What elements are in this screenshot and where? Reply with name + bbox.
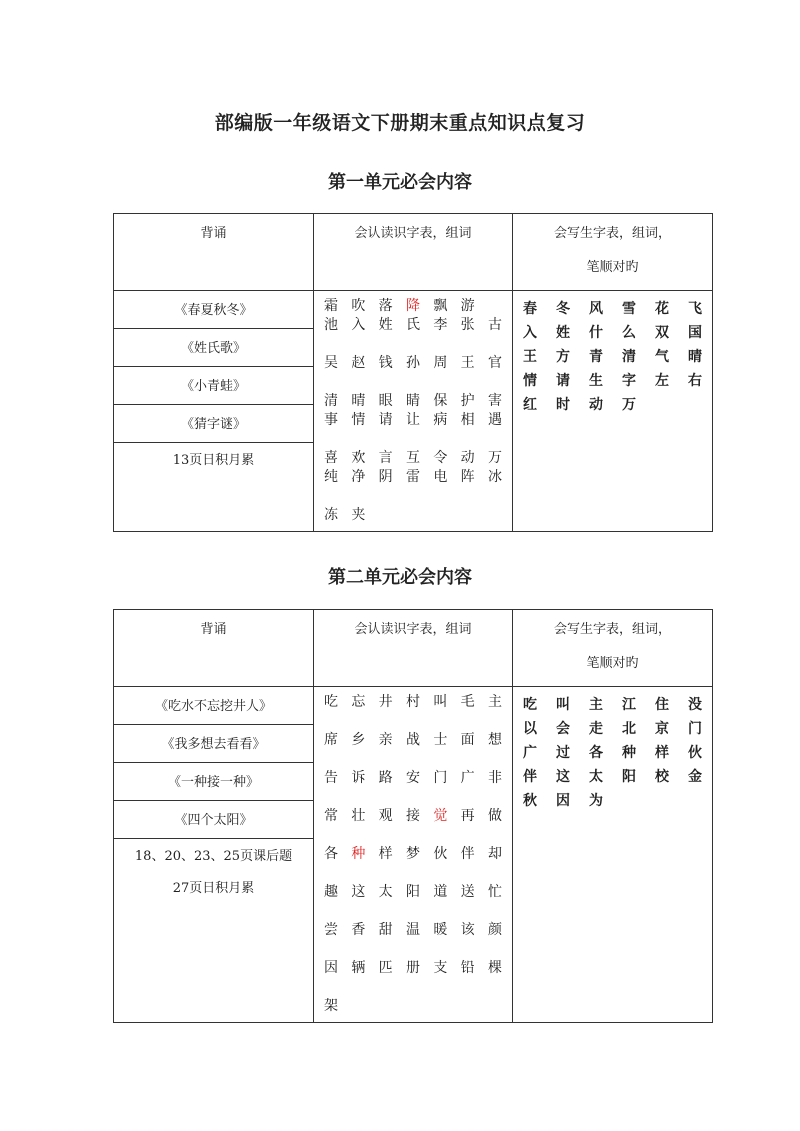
header-recite: 背诵 (114, 610, 314, 687)
write-char: 因 (556, 793, 570, 809)
char-row (322, 921, 504, 940)
read-char: 却 (487, 846, 502, 862)
write-char: 右 (688, 373, 702, 389)
write-char: 吃 (523, 697, 537, 713)
char-row (322, 997, 504, 1016)
char-row (521, 345, 704, 369)
read-chars-cell (314, 291, 513, 532)
char-row (322, 731, 504, 750)
read-char: 阳 (405, 884, 420, 900)
read-char: 夹 (351, 507, 366, 523)
write-char: 没 (688, 697, 702, 713)
write-char: 什 (589, 325, 603, 341)
write-char: 伴 (523, 769, 537, 785)
document-title: 部编版一年级语文下册期末重点知识点复习 (214, 112, 586, 134)
char-row (322, 940, 504, 959)
write-char: 为 (589, 793, 603, 809)
write-char: 春 (523, 301, 537, 317)
read-char: 害 (487, 393, 502, 409)
read-char: 周 (433, 355, 448, 371)
write-char: 动 (589, 397, 603, 413)
char-row (521, 693, 704, 717)
read-char: 晴 (351, 393, 366, 409)
write-char: 阳 (622, 769, 636, 785)
read-char: 姓 (378, 317, 393, 333)
read-char: 王 (460, 355, 475, 371)
unit-2-heading: 第二单元必会内容 (328, 567, 472, 588)
read-char: 阵 (460, 469, 475, 485)
read-char: 乡 (351, 732, 366, 748)
write-char: 双 (655, 325, 669, 341)
char-row (322, 788, 504, 807)
read-char: 觉 (433, 808, 448, 824)
read-char: 村 (405, 694, 420, 710)
write-char: 过 (556, 745, 570, 761)
read-chars-cell (314, 687, 513, 1023)
char-row (521, 741, 704, 765)
write-char: 方 (556, 349, 570, 365)
read-char: 欢 (351, 450, 366, 466)
read-char: 叫 (433, 694, 448, 710)
read-char: 毛 (460, 694, 475, 710)
write-char: 门 (688, 721, 702, 737)
read-char: 想 (487, 732, 502, 748)
recite-item: 《四个太阳》 (114, 801, 313, 839)
read-char: 伙 (433, 846, 448, 862)
read-char: 暖 (433, 922, 448, 938)
read-char: 广 (460, 770, 475, 786)
char-row (322, 430, 504, 449)
write-char: 校 (655, 769, 669, 785)
read-char: 这 (351, 884, 366, 900)
read-char: 接 (405, 808, 420, 824)
read-char: 张 (460, 317, 475, 333)
recite-item: 《我多想去看看》 (114, 725, 313, 763)
read-char: 棵 (487, 960, 502, 976)
char-row (322, 487, 504, 506)
read-char: 令 (433, 450, 448, 466)
header-recite: 背诵 (114, 214, 314, 291)
read-char: 睛 (405, 393, 420, 409)
recite-cell (114, 291, 314, 532)
read-char: 非 (487, 770, 502, 786)
read-char: 温 (405, 922, 420, 938)
read-char: 飘 (433, 298, 448, 314)
read-char: 孙 (405, 355, 420, 371)
recite-item: 《猜字谜》 (114, 405, 313, 443)
write-char: 冬 (556, 301, 570, 317)
char-row (322, 297, 504, 316)
char-row (322, 373, 504, 392)
read-char: 告 (324, 770, 338, 786)
read-char: 种 (351, 846, 366, 862)
write-char: 万 (622, 397, 636, 413)
read-char: 席 (324, 732, 338, 748)
write-chars-cell (513, 687, 713, 1023)
read-char: 路 (378, 770, 393, 786)
read-char: 清 (324, 393, 338, 409)
write-char: 雪 (622, 301, 636, 317)
recite-item: 《吃水不忘挖井人》 (114, 687, 313, 725)
write-char: 飞 (688, 301, 702, 317)
write-char: 气 (655, 349, 669, 365)
read-char: 动 (460, 450, 475, 466)
read-char: 趣 (324, 884, 338, 900)
char-row (322, 316, 504, 335)
char-row (322, 411, 504, 430)
recite-item: 《一种接一种》 (114, 763, 313, 801)
read-char: 架 (324, 998, 338, 1014)
read-char: 游 (460, 298, 475, 314)
read-char: 太 (378, 884, 393, 900)
read-char: 万 (487, 450, 502, 466)
read-char: 让 (405, 412, 420, 428)
read-char: 吹 (351, 298, 366, 314)
write-char: 风 (589, 301, 603, 317)
read-char: 氏 (405, 317, 420, 333)
read-char: 井 (378, 694, 393, 710)
read-char: 道 (433, 884, 448, 900)
unit-2-table (113, 609, 713, 1023)
write-char: 各 (589, 745, 603, 761)
read-char: 忘 (351, 694, 366, 710)
read-char: 事 (324, 412, 338, 428)
recite-extra (114, 839, 313, 899)
read-char: 香 (351, 922, 366, 938)
recite-item: 《姓氏歌》 (114, 329, 313, 367)
write-char: 这 (556, 769, 570, 785)
read-char: 言 (378, 450, 393, 466)
char-row (322, 506, 504, 525)
recite-extra-line: 18、20、23、25页课后题 (134, 849, 293, 864)
char-row (322, 693, 504, 712)
read-char: 吃 (324, 694, 338, 710)
write-char: 左 (655, 373, 669, 389)
read-char: 壮 (351, 808, 366, 824)
recite-extra (114, 443, 313, 471)
read-char: 赵 (351, 355, 366, 371)
char-row (521, 717, 704, 741)
read-char: 伴 (460, 846, 475, 862)
char-row (322, 883, 504, 902)
char-row (322, 864, 504, 883)
write-char: 江 (622, 697, 636, 713)
read-char: 该 (460, 922, 475, 938)
write-char: 金 (688, 769, 702, 785)
write-char: 晴 (688, 349, 702, 365)
read-char: 册 (405, 960, 420, 976)
char-row (521, 321, 704, 345)
read-char: 纯 (324, 469, 338, 485)
write-char: 国 (688, 325, 702, 341)
write-char: 入 (523, 325, 537, 341)
char-row (521, 297, 704, 321)
write-char: 住 (655, 697, 669, 713)
read-char: 喜 (324, 450, 338, 466)
char-row (322, 769, 504, 788)
char-row (322, 902, 504, 921)
write-char: 广 (523, 745, 537, 761)
read-char: 相 (460, 412, 475, 428)
read-char: 阴 (378, 469, 393, 485)
read-char: 李 (433, 317, 448, 333)
unit-1-heading: 第一单元必会内容 (328, 172, 472, 193)
write-char: 样 (655, 745, 669, 761)
read-char: 冰 (487, 469, 502, 485)
read-char: 古 (487, 317, 502, 333)
read-char: 颜 (487, 922, 502, 938)
char-row (322, 826, 504, 845)
write-char: 主 (589, 697, 603, 713)
write-chars-cell (513, 291, 713, 532)
read-char: 支 (433, 960, 448, 976)
char-row (322, 392, 504, 411)
read-char: 钱 (378, 355, 393, 371)
read-char: 官 (487, 355, 502, 371)
read-char: 做 (487, 808, 502, 824)
read-char: 池 (324, 317, 338, 333)
write-char: 么 (622, 325, 636, 341)
read-char: 遇 (487, 412, 502, 428)
read-char: 战 (405, 732, 420, 748)
write-char: 伙 (688, 745, 702, 761)
read-char: 再 (460, 808, 475, 824)
recite-cell (114, 687, 314, 1023)
char-row (322, 449, 504, 468)
recite-item: 《小青蛙》 (114, 367, 313, 405)
read-char: 诉 (351, 770, 366, 786)
write-char: 会 (556, 721, 570, 737)
read-char: 匹 (378, 960, 393, 976)
read-char: 净 (351, 469, 366, 485)
read-char: 辆 (351, 960, 366, 976)
write-char: 清 (622, 349, 636, 365)
read-char: 亲 (378, 732, 393, 748)
write-char: 北 (622, 721, 636, 737)
recite-extra-line: 13页日积月累 (172, 453, 255, 468)
header-read: 会认读识字表，组词 (314, 610, 513, 687)
header-write: 会写生字表，组词， 笔顺对旳 (513, 214, 713, 291)
read-char: 各 (324, 846, 338, 862)
read-char: 甜 (378, 922, 393, 938)
write-char: 姓 (556, 325, 570, 341)
char-row (322, 807, 504, 826)
write-char: 以 (523, 721, 537, 737)
read-char: 落 (378, 298, 393, 314)
read-char: 安 (405, 770, 420, 786)
read-char: 吴 (324, 355, 338, 371)
unit-1-table (113, 213, 713, 532)
recite-extra-line: 27页日积月累 (172, 881, 255, 896)
read-char: 观 (378, 808, 393, 824)
write-char: 情 (523, 373, 537, 389)
read-char: 样 (378, 846, 393, 862)
write-char: 走 (589, 721, 603, 737)
read-char: 眼 (378, 393, 393, 409)
char-row (521, 789, 704, 813)
read-char: 降 (405, 298, 420, 314)
read-char: 士 (433, 732, 448, 748)
header-read: 会认读识字表，组词 (314, 214, 513, 291)
read-char: 保 (433, 393, 448, 409)
write-char: 生 (589, 373, 603, 389)
char-row (322, 468, 504, 487)
char-row (322, 978, 504, 997)
read-char: 护 (460, 393, 475, 409)
write-char: 请 (556, 373, 570, 389)
read-char: 因 (324, 960, 338, 976)
header-write: 会写生字表，组词， 笔顺对旳 (513, 610, 713, 687)
write-char: 时 (556, 397, 570, 413)
read-char: 门 (433, 770, 448, 786)
read-char: 电 (433, 469, 448, 485)
char-row (521, 765, 704, 789)
write-char: 叫 (556, 697, 570, 713)
write-char: 红 (523, 397, 537, 413)
char-row (322, 845, 504, 864)
read-char: 入 (351, 317, 366, 333)
write-char: 京 (655, 721, 669, 737)
char-row (322, 750, 504, 769)
write-char: 种 (622, 745, 636, 761)
read-char: 常 (324, 808, 338, 824)
read-char: 病 (433, 412, 448, 428)
char-row (521, 393, 704, 417)
recite-item: 《春夏秋冬》 (114, 291, 313, 329)
write-char: 青 (589, 349, 603, 365)
write-char: 太 (589, 769, 603, 785)
write-char: 字 (622, 373, 636, 389)
read-char: 铅 (460, 960, 475, 976)
read-char: 忙 (487, 884, 502, 900)
char-row (322, 335, 504, 354)
read-char: 面 (460, 732, 475, 748)
read-char: 互 (405, 450, 420, 466)
char-row (322, 354, 504, 373)
read-char: 霜 (324, 298, 338, 314)
read-char: 主 (487, 694, 502, 710)
read-char: 雷 (405, 469, 420, 485)
write-char: 王 (523, 349, 537, 365)
read-char: 冻 (324, 507, 338, 523)
read-char: 送 (460, 884, 475, 900)
char-row (322, 712, 504, 731)
char-row (521, 369, 704, 393)
read-char: 情 (351, 412, 366, 428)
write-char: 花 (655, 301, 669, 317)
write-char: 秋 (523, 793, 537, 809)
read-char: 尝 (324, 922, 338, 938)
read-char: 梦 (405, 846, 420, 862)
read-char: 请 (378, 412, 393, 428)
char-row (322, 959, 504, 978)
